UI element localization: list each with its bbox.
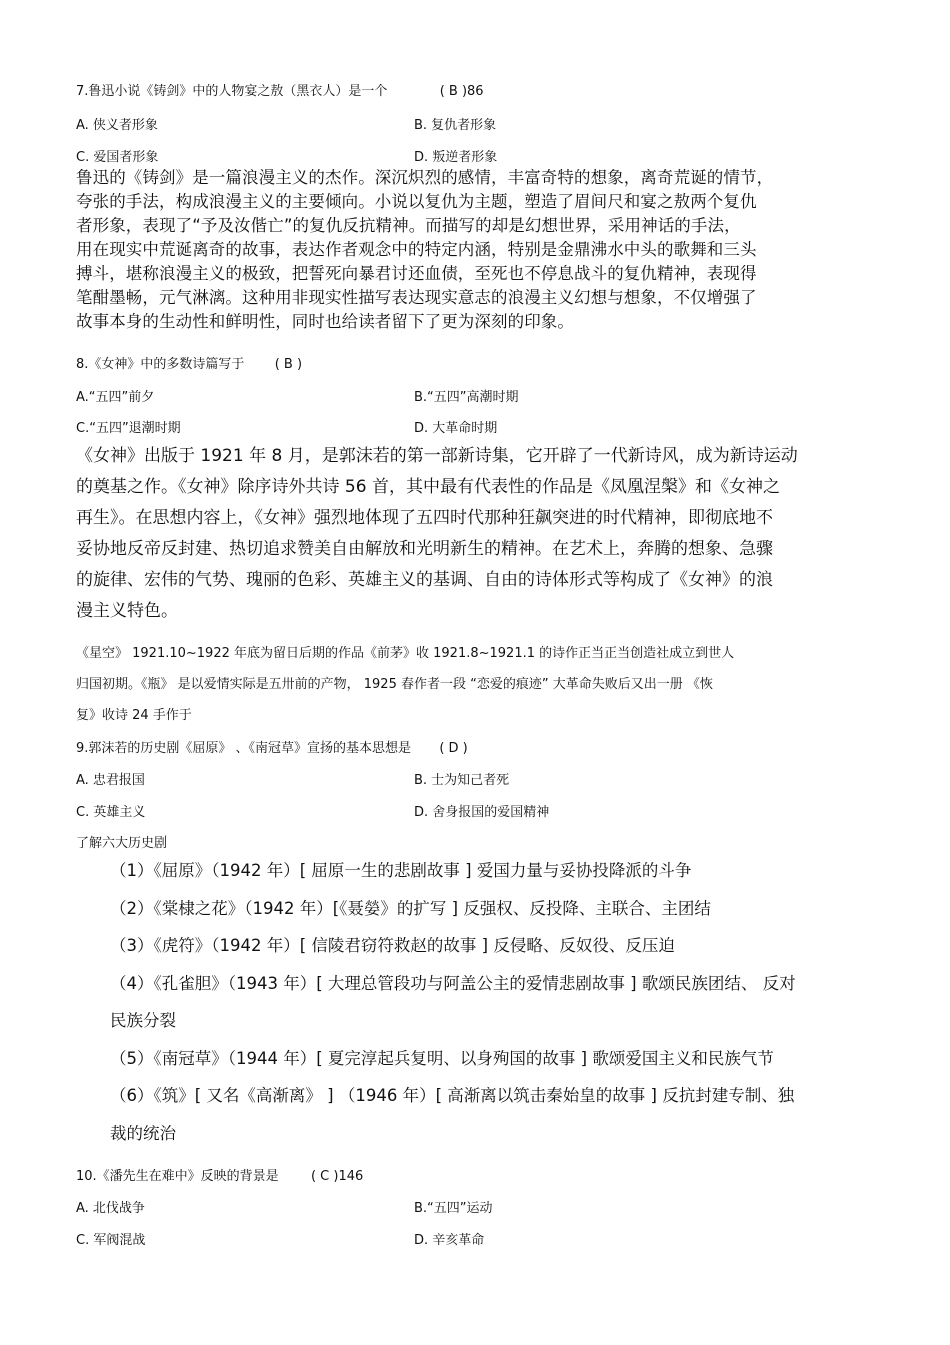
q10-option-a: A. 北伐战争 <box>76 1201 145 1216</box>
q10-option-c: C. 军阀混战 <box>76 1233 146 1248</box>
q8-explanation <box>76 441 798 627</box>
explanation-line: 者形象，表现了“予及汝偕亡”的复仇反抗精神。而描写的却是幻想世界，采用神话的手法， <box>76 216 741 235</box>
q9-option-a: A. 忠君报国 <box>76 773 145 788</box>
q9-option-c: C. 英雄主义 <box>76 805 146 820</box>
question-answer: ( B ) <box>274 357 303 372</box>
question-10-stem <box>76 1165 363 1184</box>
q10-option-d: D. 辛亥革命 <box>414 1233 485 1248</box>
q9-option-b: B. 士为知己者死 <box>414 773 510 788</box>
question-stem: 7.鲁迅小说《铸剑》中的人物宴之敖（黑衣人）是一个 <box>76 84 388 99</box>
explanation-line: 再生》。在思想内容上，《女神》强烈地体现了五四时代那种狂飙突进的时代精神，即彻底地不 <box>76 508 773 528</box>
question-stem: 8.《女神》中的多数诗篇写于 <box>76 357 245 372</box>
q8-option-b: B.“五四”高潮时期 <box>414 390 519 405</box>
explanation-line: 漫主义特色。 <box>76 601 178 621</box>
q8-option-c: C.“五四”退潮时期 <box>76 421 181 436</box>
explanation-line: 妥协地反帝反封建、热切追求赞美自由解放和光明新生的精神。在艺术上，奔腾的想象、急骤 <box>76 539 773 559</box>
play-item: 民族分裂 <box>110 1011 176 1030</box>
explanation-line: 《女神》出版于 1921 年 8 月，是郭沫若的第一部新诗集，它开辟了一代新诗风，成为新诗运动 <box>76 446 798 466</box>
play-item: 裁的统治 <box>110 1123 176 1143</box>
q7-option-a: A. 侠义者形象 <box>76 118 158 133</box>
question-answer: ( D ) <box>439 741 468 756</box>
question-9-stem <box>76 737 468 756</box>
note-line: 归国初期。《瓶》 是以爱情实际是五卅前的产物， 1925 春作者一段 “恋爱的痕迹” 大革命失败后又出一册 《恢 <box>76 677 713 692</box>
q9-play-list <box>110 852 796 1152</box>
q10-option-b: B.“五四”运动 <box>414 1201 493 1216</box>
q9-option-d: D. 舍身报国的爱国精神 <box>414 805 550 820</box>
q9-intro: 了解六大历史剧 <box>76 836 168 851</box>
q8-option-d: D. 大革命时期 <box>414 421 498 436</box>
question-8-stem <box>76 353 302 372</box>
play-item: （1）《屈原》（1942 年）[ 屈原一生的悲剧故事 ] 爱国力量与妥协投降派的斗争 <box>110 861 692 880</box>
q7-explanation <box>76 166 773 334</box>
q7-option-d: D. 叛逆者形象 <box>414 150 498 165</box>
question-stem: 10.《潘先生在难中》反映的背景是 <box>76 1169 279 1184</box>
explanation-line: 的旋律、宏伟的气势、瑰丽的色彩、英雄主义的基调、自由的诗体形式等构成了《女神》的浪 <box>76 570 773 590</box>
explanation-line: 用在现实中荒诞离奇的故事，表达作者观念中的特定内涵，特别是金鼎沸水中头的歌舞和三头 <box>76 240 757 259</box>
note-line: 《星空》 1921.10~1922 年底为留日后期的作品《前茅》收 1921.8~1921.1 的诗作正当正当创造社成立到世人 <box>76 646 735 661</box>
question-answer: ( C )146 <box>310 1169 364 1184</box>
explanation-line: 故事本身的生动性和鲜明性，同时也给读者留下了更为深刻的印象。 <box>76 312 574 331</box>
note-line: 复》收诗 24 手作于 <box>76 708 192 723</box>
question-stem: 9.郭沫若的历史剧《屈原》 、《南冠草》宣扬的基本思想是 <box>76 741 412 756</box>
explanation-line: 的奠基之作。《女神》除序诗外共诗 56 首，其中最有代表性的作品是《凤凰涅槃》和《女神之 <box>76 477 780 497</box>
play-item: （6）《筑》[ 又名《高渐离》 ] （1946 年）[ 高渐离以筑击秦始皇的故事 ] 反抗封建专制、独 <box>110 1086 795 1105</box>
explanation-line: 鲁迅的《铸剑》是一篇浪漫主义的杰作。深沉炽烈的感情，丰富奇特的想象，离奇荒诞的情节， <box>76 168 774 187</box>
play-item: （4）《孔雀胆》（1943 年）[ 大理总管段功与阿盖公主的爱情悲剧故事 ] 歌颂民族团结、 反对 <box>110 973 796 993</box>
play-item: （3）《虎符》（1942 年）[ 信陵君窃符救赵的故事 ] 反侵略、反奴役、反压迫 <box>110 936 675 955</box>
play-item: （5）《南冠草》（1944 年）[ 夏完淳起兵复明、以身殉国的故事 ] 歌颂爱国主义和民族气节 <box>110 1048 774 1068</box>
question-answer: ( B )86 <box>439 84 484 99</box>
q8-option-a: A.“五四”前夕 <box>76 390 155 405</box>
explanation-line: 笔酣墨畅，元气淋漓。这种用非现实性描写表达现实意志的浪漫主义幻想与想象，不仅增强了 <box>76 288 757 307</box>
q8-note <box>76 638 734 731</box>
play-item: （2）《棠棣之花》（1942 年）[《聂嫈》的扩写 ] 反强权、反投降、主联合、主团结 <box>110 898 711 918</box>
q7-option-b: B. 复仇者形象 <box>414 118 497 133</box>
question-7-stem <box>76 80 484 99</box>
explanation-line: 夸张的手法，构成浪漫主义的主要倾向。小说以复仇为主题，塑造了眉间尺和宴之敖两个复仇 <box>76 192 757 211</box>
q7-option-c: C. 爱国者形象 <box>76 150 159 165</box>
explanation-line: 搏斗，堪称浪漫主义的极致，把誓死向暴君讨还血债，至死也不停息战斗的复仇精神，表现得 <box>76 264 757 283</box>
